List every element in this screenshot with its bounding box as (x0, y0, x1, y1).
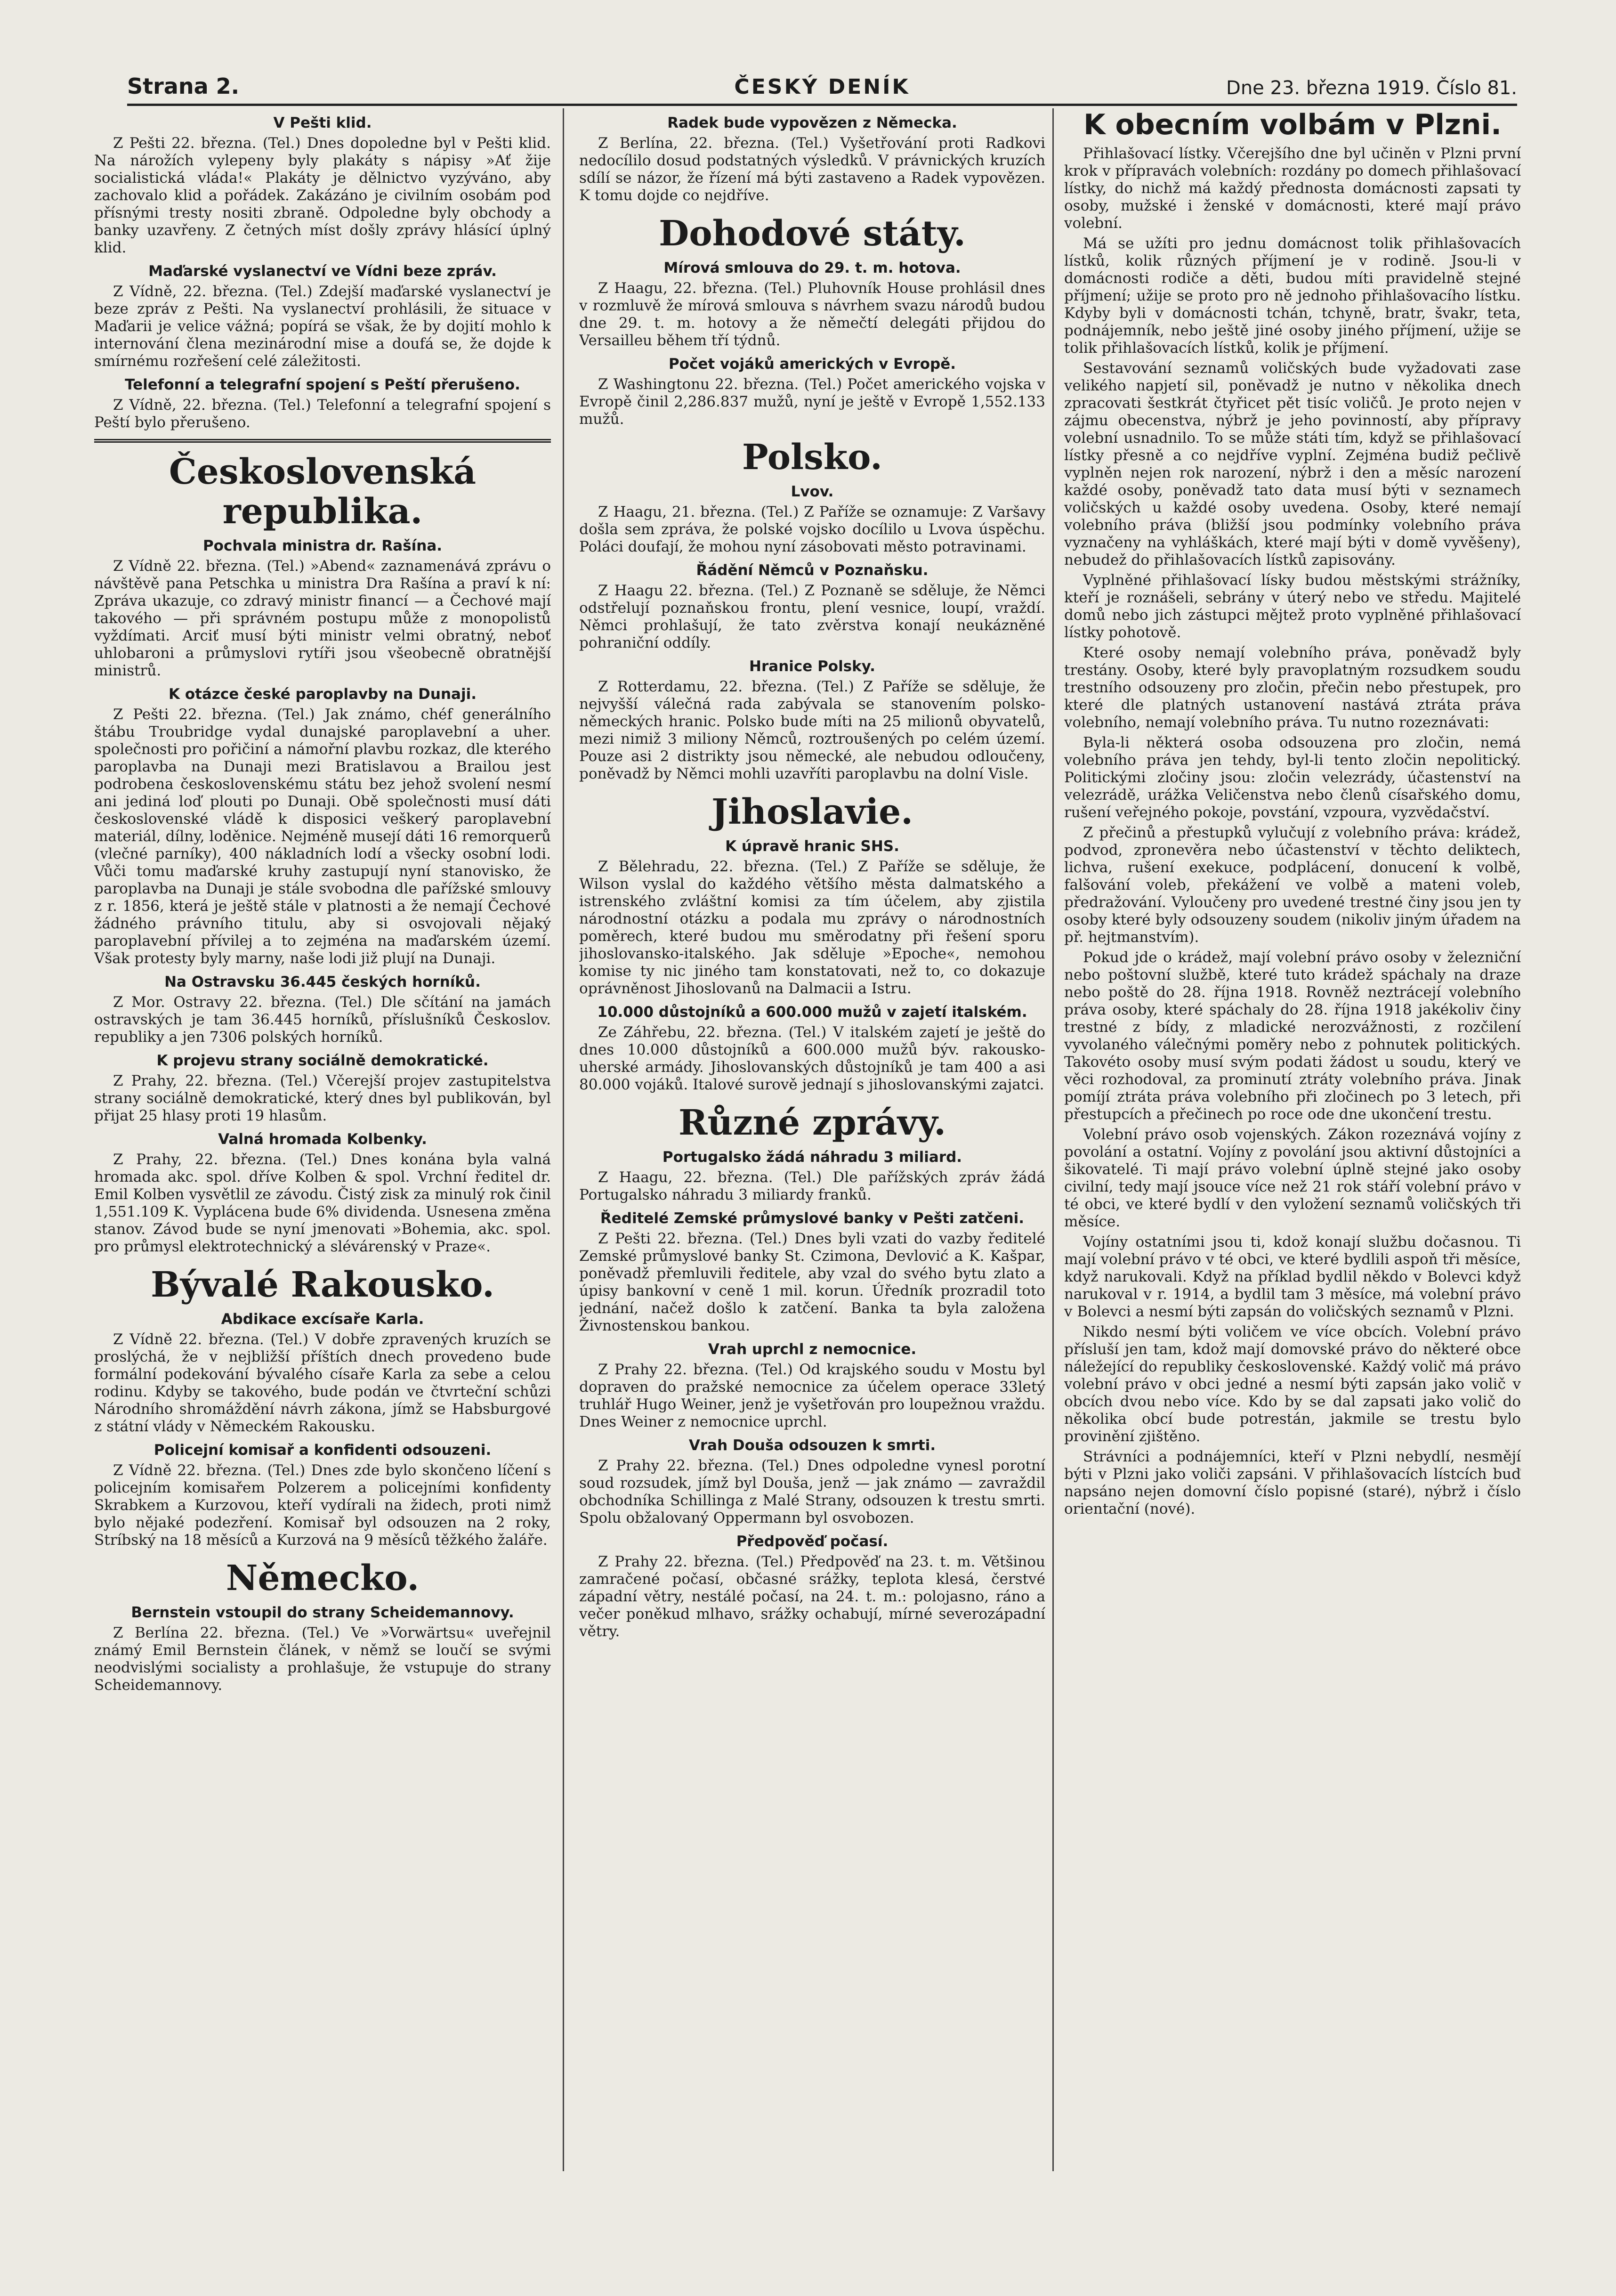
article-heading: 10.000 důstojníků a 600.000 mužů v zajetí italském. (597, 1004, 1027, 1021)
article-text: Pokud jde o krádež, mají volební právo osoby v železniční nebo poštovní službě, které tuto krádež spáchaly na draze nebo poště do 28. října 1918. Rovněž neztrácejí volebního práva osoby, které spáchaly do 28. října 1918 jakékoliv činy trestné z bídy, z mladické nerozvážnosti, z rozčilení vyvolaného válečnými poměry nebo z pohnutek politických. Takovéto osoby musí svým podati žádost u soudu, který ve věci rozhodoval, za prominutí ztráty volebního práva. Jinak pomíjí ztráta práva volebního při zločinech po 3 letech, při přestupcích a přečinech po roce ode dne ukončení trestu. (1064, 949, 1521, 1123)
article-heading: Předpověď počasí. (736, 1533, 889, 1550)
article-text: Strávníci a podnájemníci, kteří v Plzni nebydlí, nesmějí býti v Plzni jako voliči zapsáni. V přihlašovacích lístcích buď napsáno nejen domovní číslo popisné (staré), nýbrž i číslo orientační (nové). (1064, 1448, 1521, 1517)
page-number: Strana 2. (127, 73, 240, 99)
article-heading: Valná hromada Kolbenky. (218, 1131, 427, 1148)
article-heading: Hranice Polsky. (749, 658, 875, 675)
article-text: Nikdo nesmí býti voličem ve více obcích. Volební právo přísluší jen tam, kdož mají domovské právo do některé obce náležející do republiky československé. Každý volič má právo volební právo v obci jedné a nesmí býti zapsán jako volič v obcích dvou nebo více. Kdo by se dal zapsati jako volič do několika obcí bude potrestán, jakmile se trestu bylo provinění zjištěno. (1064, 1323, 1521, 1445)
article-heading: Ředitelé Zemské průmyslové banky v Pešti zatčeni. (600, 1210, 1025, 1227)
article-text: Z Haagu, 22. března. (Tel.) Dle pařížských zpráv žádá Portugalsko náhradu 3 miliardy franků. (579, 1169, 1045, 1203)
article-text: Z Rotterdamu, 22. března. (Tel.) Z Paříže se sděluje, že nejvyšší válečná rada zabývala se stanovením polsko-německých hranic. Polsko bude míti na 25 milionů obyvatelů, mezi nimiž 3 miliony Němců, roztroušených po celém území. Pouze asi 2 distrikty jsou německé, ale nebudou odloučeny, poněvadž by Němci mohli uzavříti paroplavbu na dolní Visle. (579, 678, 1045, 782)
article-text: Z Prahy 22. března. (Tel.) Dnes odpoledne vynesl porotní soud rozsudek, jímž byl Douša, jenž — jak známo — zavraždil obchodníka Schillinga z Malé Strany, odsouzen k trestu smrti. Spolu obžalovaný Oppermann byl osvobozen. (579, 1457, 1045, 1526)
section-title: Jihoslavie. (711, 792, 913, 832)
article-heading: Portugalsko žádá náhradu 3 miliard. (662, 1149, 962, 1166)
section-title: K obecním volbám v Plzni. (1083, 108, 1502, 141)
article-text: Z Prahy, 22. března. (Tel.) Včerejší projev zastupitelstva strany sociálně demokratické, který dnes byl publikován, byl přijat 25 hlasy proti 19 hlasům. (94, 1072, 551, 1124)
article-text: Z Prahy 22. března. (Tel.) Od krajského soudu v Mostu byl dopraven do pražské nemocnice za účelem operace 33letý truhlář Hugo Weiner, jenž je vyšetřován pro loupežnou vraždu. Dnes Weiner z nemocnice uprchl. (579, 1361, 1045, 1430)
article-heading: Lvov. (791, 483, 834, 500)
column-rule (1052, 108, 1054, 2171)
section-title: Polsko. (742, 437, 882, 478)
article-heading: Počet vojáků amerických v Evropě. (668, 356, 956, 373)
column-rule (563, 108, 564, 2171)
page-header (127, 66, 1517, 106)
article-heading: Radek bude vypovězen z Německa. (667, 114, 957, 131)
article-heading: Mírová smlouva do 29. t. m. hotova. (663, 260, 961, 276)
article-heading: Policejní komisař a konfidenti odsouzeni. (154, 1442, 492, 1459)
article-text: Z přečinů a přestupků vylučují z volebního práva: krádež, podvod, zpronevěra nebo účastenství v těchto deliktech, lichva, rušení exekuce, podplácení, donucení k volbě, falšování voleb, překážení ve volbě a mateni voleb, předražování. Vyloučeny pro uvedené trestné činy jsou jen ty osoby které byly odsouzeny soudem (nikoliv jiným úřadem na př. hejtmanstvím). (1064, 824, 1521, 946)
column-2 (579, 108, 1045, 2171)
column-3 (1064, 108, 1521, 2171)
article-text: Z Berlína 22. března. (Tel.) Ve »Vorwärtsu« uveřejnil známý Emil Bernstein článek, v němž se loučí se svými neodvislými socialisty a prohlašuje, že vstupuje do strany Scheidemannovy. (94, 1624, 551, 1694)
article-text: Z Haagu, 22. března. (Tel.) Pluhovník House prohlásil dnes v rozmluvě že mírová smlouva s návrhem svazu národů budou dne 29. t. m. hotovy a že němečtí delegáti přijdou do Versailleu během tří týdnů. (579, 280, 1045, 349)
article-heading: Telefonní a telegrafní spojení s Peští přerušeno. (125, 376, 520, 393)
article-text: Z Vídně, 22. března. (Tel.) Telefonní a telegrafní spojení s Peští bylo přerušeno. (94, 397, 551, 431)
article-heading: Pochvala ministra dr. Rašína. (202, 537, 443, 554)
article-text: Z Prahy, 22. března. (Tel.) Dnes konána byla valná hromada akc. spol. dříve Kolben & spol. Vrchní ředitel dr. Emil Kolben vysvětlil ze závodu. Čistý zisk za minulý rok činil 1,551.109 K. Vyplácena bude 6% dividenda. Usnesena změna stanov. Závod bude se nyní jmenovati »Bohemia, akc. spol. pro průmysl elektrotechnický a slévárenský v Praze«. (94, 1151, 551, 1255)
column-1 (94, 108, 551, 2171)
article-text: Z Haagu 22. března. (Tel.) Z Poznaně se sděluje, že Němci odstřelují poznaňskou frontu, plení vesnice, loupí, vraždí. Němci prohlašují, že tato zvěrstva konají neukázněné pohraniční oddíly. (579, 582, 1045, 651)
article-text: Sestavování seznamů voličských bude vyžadovati zase velikého napjetí sil, poněvadž je nutno v několika dnech zpracovati šestkrát čtyřicet pět tisíc voličů. Je proto nejen v zájmu obecenstva, nýbrž je jeho povinností, aby přípravy volební usnadnilo. To se může státi tím, když se přihlašovací lístky přesně a co nejdříve vyplní. Zejména budiž pečlivě vyplněn nejen rok narození, nýbrž i den a měsíc narození každé osoby, poněvadž tato data musí býti v seznamech voličských u každé osoby uvedena. Osoby, které nemají volebního práva (bližší jsou podmínky volebního práva vyznačeny na vyhláškách, které mají býti v domě vyvěšeny), nebudež do přihlašovacích lístků zapisovány. (1064, 360, 1521, 568)
article-heading: Na Ostravsku 36.445 českých horníků. (164, 974, 481, 990)
section-title: Bývalé Rakousko. (151, 1265, 494, 1305)
article-text: Z Prahy 22. března. (Tel.) Předpověď na 23. t. m. Většinou zamračené počasí, občasné srážky, teplota klesá, čerstvé západní větry, nestálé počasí, na 24. t. m.: polojasno, ráno a večer poněkud mlhavo, srážky ochabují, mírné severozápadní větry. (579, 1553, 1045, 1640)
masthead: ČESKÝ DENÍK (734, 75, 910, 99)
article-text: Z Haagu, 21. března. (Tel.) Z Paříže se oznamuje: Z Varšavy došla sem zpráva, že polské vojsko docílilo u Lvova úspěchu. Poláci doufají, že mohou nyní zásobovati město potravinami. (579, 503, 1045, 555)
article-text: Z Vídně, 22. března. (Tel.) Zdejší maďarské vyslanectví je beze zpráv z Pešti. Na vyslanectví prohlásili, že situace v Maďarii je velice vážná; popírá se však, že by dojití mohlo k internování člena mezinárodní mise a doufá se, že dojde k smírnému rozřešení celé záležitosti. (94, 283, 551, 370)
section-title: Německo. (226, 1558, 420, 1598)
article-text: Z Mor. Ostravy 22. března. (Tel.) Dle sčítání na jamách ostravských je tam 36.445 horníků, příslušníků Českoslov. republiky a jen 7306 polských horníků. (94, 994, 551, 1046)
article-text: Z Berlína, 22. března. (Tel.) Vyšetřování proti Radkovi nedocílilo dosud podstatných výsledků. V právnických kruzích sdílí se názor, že řízení má býti zastaveno a Radek vypovězen. K tomu dojde co nejdříve. (579, 135, 1045, 204)
article-text: Které osoby nemají volebního práva, poněvadž byly trestány. Osoby, které byly pravoplatným rozsudkem soudu trestního odsouzeny pro zločin, přečin nebo přestupek, pro které dle platných ustanovení nastává ztráta práva volebního, nemají volebního práva. Tu nutno rozeznávati: (1064, 644, 1521, 731)
article-text: Vojíny ostatními jsou ti, kdož konají službu dočasnou. Ti mají volební právo v té obci, ve které bydlili aspoň tři měsíce, když narukovali. Když na příklad bydlil někdo v Bolevci když narukoval v r. 1914, a bydlil tam 3 měsíce, má volební právo v Bolevci a nesmí býti zapsán do voličských seznamů v Plzni. (1064, 1233, 1521, 1320)
article-heading: Vrah uprchl z nemocnice. (708, 1341, 917, 1358)
article-text: Z Pešti 22. března. (Tel.) Jak známo, chéf generálního štábu Troubridge vydal dunajské paroplavební a uher. společnosti pro pořičiní a námořní plavbu rozkaz, dle kterého paroplavba na Dunaji mezi Bratislavou a Brailou jest podrobena československému státu bez jehož svolení nesmí ani jediná loď plouti po Dunaji. Obě společnosti musí dáti československé vládě k disposici veškerý paroplavební materiál, dílny, loděnice. Nejméně musejí dáti 16 remorquerů (vlečné parníky), 400 nákladních lodí a všecky osobní lodi. Vůči tomu maďarské kruhy zastupují nyní stanovisko, že paroplavba na Dunaji je stále svobodna dle pařížské smlouvy z r. 1856, která je ještě stále v platnosti a že nemají Čechové žádného právního titulu, aby si osvojovali nějaký paroplavební přívilej a to zejména na maďarském území. Však protesty byly marny, naše lodi již plují na Dunaji. (94, 706, 551, 967)
article-text: Z Bělehradu, 22. března. (Tel.) Z Paříže se sděluje, že Wilson vyslal do každého většího města dalmatského a istrenského zvláštní komisi za tím účelem, aby zjistila národnostní otázku a podala mu zprávy o národnostních poměrech, které budou mu směrodatny při řešení sporu jihoslovansko-italského. Jak sděluje »Epoche«, nemohou komise ty nic jiného tam konstatovati, než to, co dokazuje oprávněnost Jihoslovanů na Dalmacii a Istru. (579, 858, 1045, 997)
section-title: Různé zprávy. (679, 1103, 946, 1143)
article-heading: V Pešti klid. (273, 114, 372, 131)
article-heading: K otázce české paroplavby na Dunaji. (169, 686, 477, 703)
article-heading: K projevu strany sociálně demokratické. (156, 1052, 489, 1069)
article-text: Z Vídně 22. března. (Tel.) »Abend« zaznamenává zprávu o návštěvě pana Petschka u ministra Dra Rašína a praví k ní: Zpráva ukazuje, co zdravý ministr financí — a Čechové mají takového — při správném postupu může z monopolistů vyždímati. Arciť musí býti ministr velmi obratný, neboť uhlobaroni a průmyslovi rytíři jsou všeobecně obratnější ministrů. (94, 558, 551, 679)
article-heading: K úpravě hranic SHS. (725, 838, 899, 855)
article-heading: Maďarské vyslanectví ve Vídni beze zpráv. (148, 263, 497, 280)
article-heading: Abdikace excísaře Karla. (221, 1311, 424, 1328)
article-heading: Bernstein vstoupil do strany Scheidemannovy. (131, 1604, 514, 1621)
section-title: Dohodové státy. (659, 213, 966, 254)
article-heading: Vrah Douša odsouzen k smrti. (688, 1437, 936, 1454)
article-text: Volební právo osob vojenských. Zákon rozeznává vojíny z povolání a ostatní. Vojíny z povolání jsou aktivní důstojníci a šikovatelé. Ti mají právo volební úplně stejné jako osoby civilní, tedy mají jsouce více než 21 rok stáří volební právo v té obci, ve které bydlí v den vyložení seznamů voličských tři měsíce. (1064, 1126, 1521, 1230)
article-text: Z Pešti 22. března. (Tel.) Dnes dopoledne byl v Pešti klid. Na nárožích vylepeny byly plakáty s nápisy »Ať žije socialistická vláda!« Plakáty je dělnictvo vyzýváno, aby zachovalo klid a pořádek. Zakázáno je civilním osobám pod přísnými tresty nositi zbraně. Odpoledne byly obchody a banky uzavřeny. Z četných míst došly zprávy hlásící úplný klid. (94, 135, 551, 256)
article-text: Má se užíti pro jednu domácnost tolik přihlašovacích lístků, kolik různých příjmení je v rodině. Jsou-li v domácnosti rodiče a děti, budou míti pravidelně stejné příjmení; užije se proto pro ně jednoho přihlašovacího lístku. Kdyby byli v domácnosti tchán, tchyně, bratr, švakr, teta, podnájemník, nebo ještě jiné osoby jiného příjmení, užije se tolik přihlašovacích lístků, kolik je příjmení. (1064, 235, 1521, 357)
article-text: Z Pešti 22. března. (Tel.) Dnes byli vzati do vazby ředitelé Zemské průmyslové banky St. Czimona, Devlović a K. Kašpar, poněvadž přemluvili ředitele, aby vzal do svého bytu zlato a úpisy bankovní v ceně 1 mil. korun. Úředník prozradil toto jednání, načež došlo k zatčení. Banka ta byla založena Živnostenskou bankou. (579, 1230, 1045, 1334)
article-text: Z Vídně 22. března. (Tel.) V dobře zpravených kruzích se proslýchá, že v nejbližší příštích dnech provedeno bude formální podekování bývalého císaře Karla za sebe a celou rodinu. Kdyby se takového, bude podán ve čtvrteční schůzi Národního shromáždění návrh zákona, jímž se Habsburgové z státní vlády v Německém Rakousku. (94, 1331, 551, 1435)
issue-date: Dne 23. března 1919. Číslo 81. (1226, 77, 1517, 99)
article-text: Vyplněné přihlašovací lísky budou městskými strážníky, kteří je roznášeli, sebrány v úterý nebo ve středu. Majitelé domů nebo jich zástupci mějtež proto vyplněné přihlašovací lístky pohotově. (1064, 572, 1521, 641)
article-text: Byla-li některá osoba odsouzena pro zločin, nemá volebního práva jen tehdy, byl-li tento zločin nepolitický. Politickými zločiny jsou: zločin velezrády, účastenství na velezrádě, urážka Veličenstva nebo členů císařského domu, rušení veřejného pokoje, povstání, vzpoura, vyzvědačství. (1064, 734, 1521, 821)
article-text: Z Vídně 22. března. (Tel.) Dnes zde bylo skončeno líčení s policejním komisařem Polzerem a policejními konfidenty Skrabkem a Kurzovou, kteří vydírali na židech, proti nimž bylo nějaké podezření. Komisař byl odsouzen na 2 roky, Stríbský na 18 měsíců a Kurzová na 9 měsíců těžkého žaláře. (94, 1462, 551, 1549)
section-title: Československá republika. (169, 452, 477, 532)
article-text: Přihlašovací lístky. Včerejšího dne byl učiněn v Plzni první krok v přípravách volebních: rozdány po domech přihlašovací lístky, do nichž má každý přednosta domácnosti zapsati ty osoby, mužské i ženské v domácnosti, které mají právo volební. (1064, 145, 1521, 232)
article-heading: Řádění Němců v Poznaňsku. (696, 562, 929, 579)
section-divider (94, 439, 551, 443)
article-text: Ze Záhřebu, 22. března. (Tel.) V italském zajetí je ještě do dnes 10.000 důstojníků a 600.000 mužů býv. rakousko-uherské armády. Jihoslovanských důstojníků je tam 400 a asi 80.000 vojáků. Italové surově jednají s jihoslovanskými zajatci. (579, 1024, 1045, 1093)
article-text: Z Washingtonu 22. března. (Tel.) Počet amerického vojska v Evropě činil 2,286.837 mužů, nyní je ještě v Evropě 1,552.133 mužů. (579, 376, 1045, 428)
